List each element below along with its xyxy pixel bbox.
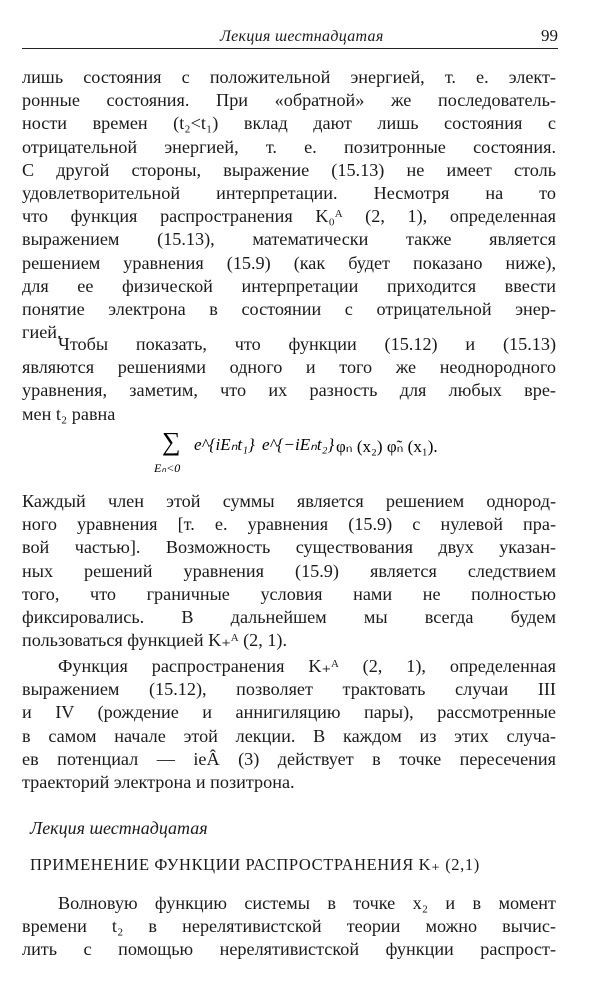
text-line: ев потенциал — ieÂ (3) действует в точке пересечения: [22, 748, 556, 769]
exp-term-2: e^{−iEₙt₂}: [262, 435, 335, 454]
exp-term-1: e^{iEₙt₁}: [194, 435, 255, 454]
text-line: вой частью]. Возможность существования двух указан-: [22, 537, 556, 558]
text-line: для ее физической интерпретации приходится ввести: [22, 275, 556, 296]
text-line: Чтобы показать, что функции (15.12) и (15.13): [58, 334, 556, 354]
sum-index: Eₙ<0: [154, 461, 181, 475]
text-line: ности времен (t₂<t₁) вклад дают лишь состояния с: [22, 113, 556, 134]
text-line: Каждый член этой суммы является решением однород-: [22, 491, 556, 511]
wavefunction-term: φₙ (x₂) φ̃ₙ (x₁).: [336, 437, 438, 456]
sum-formula: [150, 420, 450, 476]
paragraph-2: [22, 333, 556, 426]
text-line: гией.: [22, 322, 62, 343]
text-line: мен t₂ равна: [22, 403, 116, 424]
text-line: ных решений уравнения (15.9) является следствием: [22, 560, 556, 581]
sum-symbol: ∑: [162, 427, 181, 456]
page-number: 99: [541, 26, 558, 45]
text-line: фиксировались. В дальнейшем мы всегда будем: [22, 606, 556, 627]
section-label: Лекция шестнадцатая: [30, 818, 208, 838]
text-line: уравнения, заметим, что их разность для любых вре-: [22, 380, 556, 401]
text-line: Волновую функцию системы в точке x₂ и в момент: [58, 893, 556, 913]
text-line: времени t₂ в нерелятивистской теории можно вычис-: [22, 916, 556, 937]
text-line: понятие электрона в состоянии с отрицательной энер-: [22, 298, 556, 319]
section-title: ПРИМЕНЕНИЕ ФУНКЦИИ РАСПРОСТРАНЕНИЯ K₊ (2,1): [30, 855, 480, 874]
text-line: и IV (рождение и аннигиляцию пары), рассмотренные: [22, 702, 556, 723]
text-line: лить с помощью нерелятивистской функции распрост-: [22, 939, 556, 960]
text-line: того, что граничные условия нами не полностью: [22, 583, 556, 604]
text-line: выражением (15.12), позволяет трактовать случаи III: [22, 679, 556, 700]
text-line: Функция распространения K₊ᴬ (2, 1), определенная: [58, 656, 556, 676]
text-line: траекторий электрона и позитрона.: [22, 771, 295, 792]
paragraph-1: [22, 66, 556, 344]
text-line: отрицательной энергией, т. е. позитронные состояния.: [22, 136, 556, 157]
text-line: что функция распространения K₀ᴬ (2, 1), определенная: [22, 206, 556, 227]
paragraph-3: [22, 490, 556, 652]
page-header: [22, 26, 558, 49]
text-line: С другой стороны, выражение (15.13) не имеет столь: [22, 159, 556, 180]
text-line: выражением (15.13), математически также является: [22, 229, 556, 250]
text-line: решением уравнения (15.9) (как будет показано ниже),: [22, 252, 556, 273]
text-line: пользоваться функцией K₊ᴬ (2, 1).: [22, 630, 288, 651]
text-line: в самом начале этой лекции. В каждом из этих случа-: [22, 725, 556, 746]
running-head: Лекция шестнадцатая: [220, 28, 384, 45]
text-line: являются решениями одного и того же неоднородного: [22, 357, 556, 378]
text-line: удовлетворительной интерпретации. Несмотря на то: [22, 182, 556, 203]
text-line: лишь состояния с положительной энергией, т. е. элект-: [22, 67, 556, 87]
text-line: ронные состояния. При «обратной» же последователь-: [22, 90, 556, 111]
text-line: ного уравнения [т. е. уравнения (15.9) с нулевой пра-: [22, 514, 556, 535]
formula-svg: [150, 420, 450, 476]
paragraph-5: [22, 892, 556, 962]
paragraph-4: [22, 655, 556, 794]
